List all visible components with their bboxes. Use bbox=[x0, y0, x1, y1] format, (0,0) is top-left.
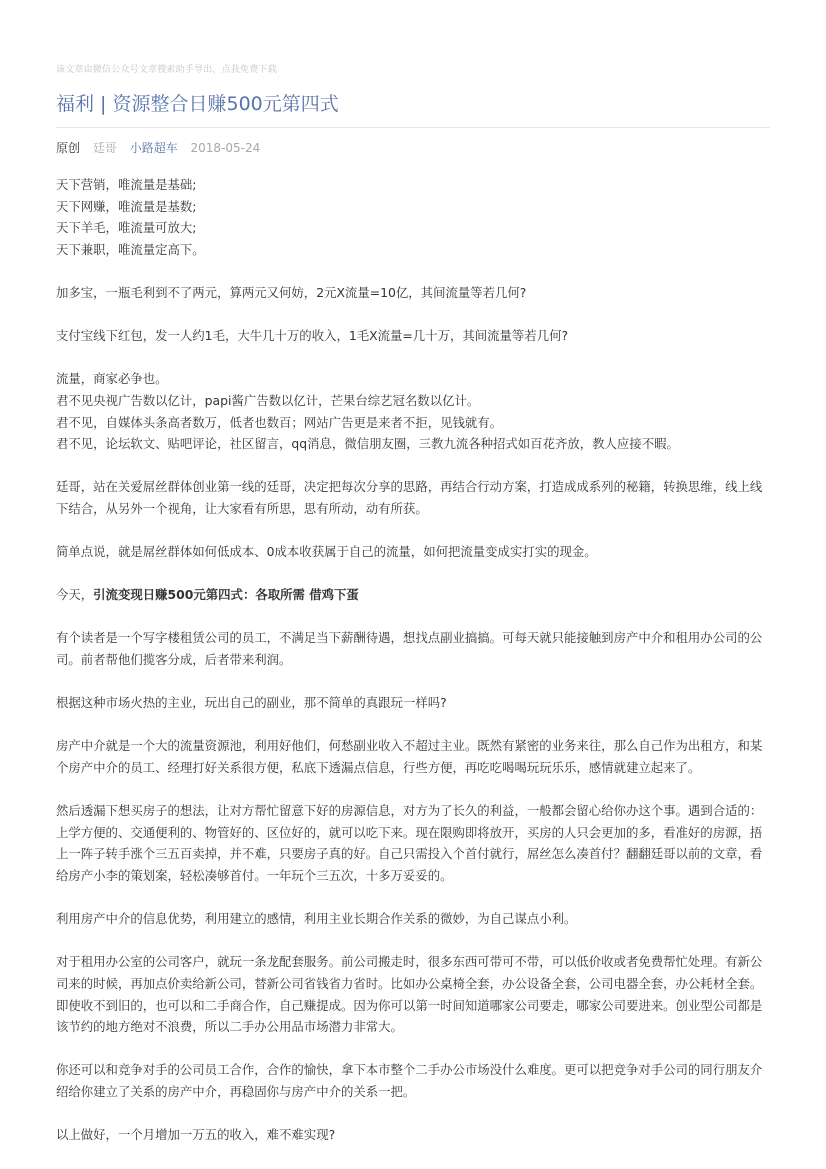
text-line: 君不见央视广告数以亿计，papi酱广告数以亿计，芒果台综艺冠名数以亿计。 bbox=[56, 392, 480, 408]
paragraph: 简单点说，就是屌丝群体如何低成本、0成本收获属于自己的流量，如何把流量变成实打实的现金。 bbox=[56, 544, 597, 560]
article-title: 福利 | 资源整合日赚500元第四式 bbox=[56, 91, 770, 128]
original-tag: 原创 bbox=[56, 141, 81, 155]
paragraph: 加多宝，一瓶毛利到不了两元，算两元又何妨，2元X流量=10亿，其间流量等若几何? bbox=[56, 284, 527, 300]
paragraph: 以上做好，一个月增加一万五的收入，难不难实现? bbox=[56, 1127, 336, 1143]
paragraph: 有个读者是一个写字楼租赁公司的员工，不满足当下薪酬待遇，想找点副业搞搞。可每天就只能接触到房产中介和租用办公司的公司。前者帮他们揽客分成，后者带来利润。 bbox=[56, 630, 763, 668]
paragraph: 支付宝线下红包，发一人约1毛，大牛几十万的收入，1毛X流量=几十万，其间流量等若几何? bbox=[56, 328, 569, 344]
paragraph: 对于租用办公室的公司客户，就玩一条龙配套服务。前公司搬走时，很多东西可带可不带，可以低价收或者免费帮忙处理。有新公司来的时候，再加点价卖给新公司，替新公司省钱省力省时。比如办公桌椅全套，办公设备全套，公司电器全套，办公耗材全套。即使收不到旧的，也可以和二手商合作，自己赚提成。因为你可以第一时间知道哪家公司要走，哪家公司要进来。创业型公司都是该节约的地方绝对不浪费，所以二手办公用品市场潜力非常大。 bbox=[56, 954, 763, 1035]
paragraph: 根据这种市场火热的主业，玩出自己的副业，那不简单的真跟玩一样吗? bbox=[56, 695, 447, 711]
method-heading: 引流变现日赚500元第四式：各取所需 借鸡下蛋 bbox=[93, 587, 359, 603]
text-line: 君不见，自媒体头条高者数万，低者也数百；网站广告更是来者不拒，见钱就有。 bbox=[56, 414, 503, 430]
author-name: 廷哥 bbox=[92, 141, 117, 155]
paragraph-traffic bbox=[56, 368, 770, 454]
export-notice-link[interactable]: 该文章由微信公众号文章搜索助手导出，点我免费下载 bbox=[56, 65, 277, 75]
publish-date: 2018-05-24 bbox=[190, 141, 261, 155]
paragraph: 房产中介就是一个大的流量资源池，利用好他们，何愁副业收入不超过主业。既然有紧密的业务来往，那么自己作为出租方，和某个房产中介的员工、经理打好关系很方便，私底下透漏点信息，行些方便，再吃吃喝喝玩玩乐乐，感情就建立起来了。 bbox=[56, 738, 763, 776]
paragraph: 然后透漏下想买房子的想法，让对方帮忙留意下好的房源信息，对方为了长久的利益，一般都会留心给你办这个事。遇到合适的：上学方便的、交通便利的、物管好的、区位好的，就可以吃下来。现在限购即将放开，买房的人只会更加的多，看准好的房源，捂上一阵子转手涨个三五百卖掉，并不难，只要房子真的好。自己只需投入个首付就行，屌丝怎么凑首付？翻翻廷哥以前的文章，看给房产小李的策划案，轻松凑够首付。一年玩个三五次，十多万妥妥的。 bbox=[56, 803, 763, 883]
paragraph: 你还可以和竞争对手的公司员工合作，合作的愉快，拿下本市整个二手办公市场没什么难度。更可以把竞争对手公司的同行朋友介绍给你建立了关系的房产中介，再稳固你与房产中介的关系一把。 bbox=[56, 1062, 763, 1099]
paragraph-today bbox=[56, 584, 770, 606]
text-line: 天下网赚，唯流量是基数; bbox=[56, 198, 197, 214]
article-body bbox=[56, 174, 770, 1167]
paragraph: 廷哥，站在关爱屌丝群体创业第一线的廷哥，决定把每次分享的思路，再结合行动方案，打造成成系列的秘籍，转换思维，线上线下结合，从另外一个视角，让大家看有所思，思有所动，动有所获。 bbox=[56, 479, 763, 516]
text-line: 天下兼职，唯流量定高下。 bbox=[56, 241, 205, 257]
text-line: 天下营销，唯流量是基础; bbox=[56, 177, 197, 192]
article-meta bbox=[56, 140, 269, 156]
text-line: 天下羊毛，唯流量可放大; bbox=[56, 220, 197, 236]
text-line: 君不见，论坛软文、贴吧评论，社区留言，qq消息，微信朋友圈，三教九流各种招式如百花齐放，教人应接不暇。 bbox=[56, 436, 679, 452]
today-prefix: 今天， bbox=[56, 587, 94, 603]
paragraph: 利用房产中介的信息优势，利用建立的感情，利用主业长期合作关系的微妙，为自己谋点小利。 bbox=[56, 911, 577, 927]
paragraph-slogans bbox=[56, 174, 770, 260]
account-name-link[interactable]: 小路超车 bbox=[129, 141, 178, 155]
text-line: 流量，商家必争也。 bbox=[56, 371, 168, 387]
